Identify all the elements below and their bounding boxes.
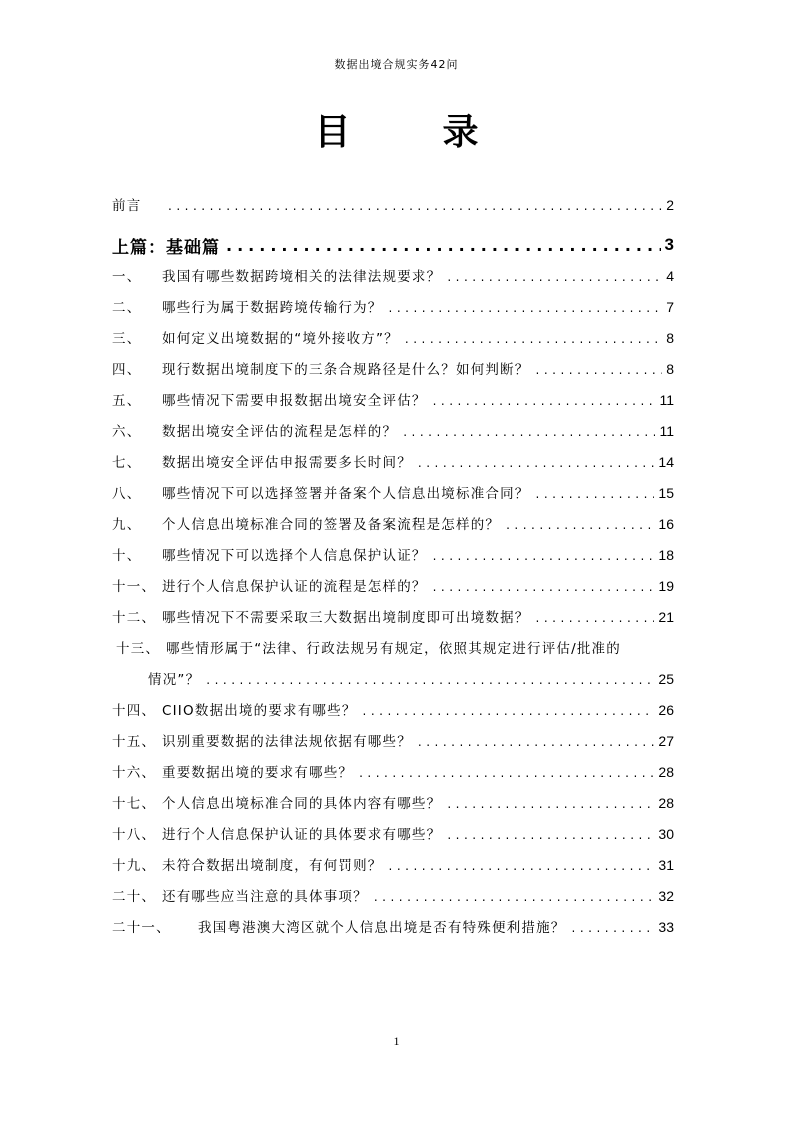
toc-entry-number: 九、 [112, 517, 142, 533]
toc-entry-number: 十、 [112, 548, 142, 564]
toc-page-number: 25 [658, 671, 674, 687]
toc-entry-preface[interactable] [112, 194, 674, 225]
toc-entry-text: 情况”？ [148, 672, 201, 688]
toc-title: 目 录 [314, 112, 507, 153]
toc-entry[interactable] [112, 885, 674, 916]
dot-leader [418, 456, 655, 470]
toc-page-number: 2 [666, 197, 674, 213]
dot-leader [572, 921, 655, 935]
toc-page-number: 11 [659, 392, 674, 408]
toc-entry-text: 个人信息出境标准合同的具体内容有哪些？ [162, 796, 442, 812]
toc-entry[interactable] [112, 823, 674, 854]
toc-page-number: 14 [658, 454, 674, 470]
dot-leader [506, 518, 654, 532]
toc-entry[interactable] [112, 296, 674, 327]
toc-entry-text: 数据出境安全评估的流程是怎样的？ [162, 424, 398, 440]
dot-leader [226, 236, 661, 255]
dot-leader [206, 673, 654, 687]
toc-entry-label: 前言 [112, 198, 142, 214]
toc-page-number: 8 [666, 330, 674, 346]
toc-entry-text: 哪些情形属于“法律、行政法规另有规定，依照其规定进行评估/批准的 [166, 641, 621, 657]
dot-leader [433, 580, 655, 594]
toc-section-label: 上篇：基础篇 [112, 237, 220, 258]
toc-entry-number: 十七、 [112, 796, 157, 812]
toc-entry-number: 十五、 [112, 734, 157, 750]
toc-entry-number: 五、 [112, 393, 142, 409]
dot-leader [374, 890, 655, 904]
toc-entry[interactable] [112, 854, 674, 885]
toc-page-number: 15 [658, 485, 674, 501]
toc-entry-text: 我国粤港澳大湾区就个人信息出境是否有特殊便利措施？ [198, 920, 566, 936]
toc-page-number: 21 [658, 609, 674, 625]
toc-entry[interactable] [112, 761, 674, 792]
dot-leader [389, 301, 663, 315]
toc-entry-text: 识别重要数据的法律法规依据有哪些？ [162, 734, 412, 750]
table-of-contents [112, 194, 674, 947]
toc-entry-text: 个人信息出境标准合同的签署及备案流程是怎样的？ [162, 517, 501, 533]
toc-entry-number: 十九、 [112, 858, 157, 874]
toc-entry-number: 十一、 [112, 579, 157, 595]
dot-leader [359, 766, 654, 780]
toc-entry-text: 未符合数据出境制度，有何罚则？ [162, 858, 383, 874]
toc-entry-text: 重要数据出境的要求有哪些？ [162, 765, 354, 781]
dot-leader [403, 425, 655, 439]
toc-entry[interactable] [112, 730, 674, 761]
toc-entry-number: 二十一、 [112, 920, 171, 936]
toc-entry-text: 哪些情况下可以选择个人信息保护认证？ [162, 548, 427, 564]
toc-entry-text: 哪些情况下可以选择签署并备案个人信息出境标准合同？ [162, 486, 530, 502]
toc-entry[interactable] [112, 513, 674, 544]
toc-entry[interactable] [112, 358, 674, 389]
toc-entry[interactable] [112, 792, 674, 823]
dot-leader [536, 487, 655, 501]
toc-entry[interactable] [112, 916, 674, 947]
toc-entry-number: 十四、 [112, 703, 157, 719]
toc-entry-multiline[interactable] [112, 637, 674, 668]
toc-entry-number: 七、 [112, 455, 142, 471]
toc-entry-number: 四、 [112, 362, 142, 378]
toc-entry-text: 进行个人信息保护认证的具体要求有哪些？ [162, 827, 442, 843]
running-header: 数据出境合规实务42问 [334, 58, 459, 71]
toc-page-number: 19 [658, 578, 674, 594]
toc-entry[interactable] [112, 265, 674, 296]
toc-page-number: 18 [658, 547, 674, 563]
page-number: 1 [393, 1034, 400, 1048]
toc-entry-number: 二十、 [112, 889, 157, 905]
toc-page-number: 16 [658, 516, 674, 532]
toc-entry-number: 十三、 [116, 641, 161, 657]
toc-entry[interactable] [112, 482, 674, 513]
toc-page-number: 11 [659, 423, 674, 439]
dot-leader [389, 859, 655, 873]
toc-entry-number: 十二、 [112, 610, 157, 626]
toc-entry-text: 数据出境安全评估申报需要多长时间？ [162, 455, 412, 471]
toc-entry-text: 哪些情况下需要申报数据出境安全评估？ [162, 393, 427, 409]
dot-leader [418, 735, 655, 749]
toc-entry[interactable] [112, 389, 674, 420]
toc-entry-continuation[interactable] [112, 668, 674, 699]
dot-leader [405, 332, 662, 346]
toc-page-number: 31 [658, 857, 674, 873]
dot-leader [536, 611, 655, 625]
dot-leader [447, 828, 654, 842]
toc-page-number: 4 [666, 268, 674, 284]
toc-page-number: 8 [666, 361, 674, 377]
toc-page-number: 3 [664, 235, 674, 254]
toc-page-number: 32 [658, 888, 674, 904]
toc-entry-text: 还有哪些应当注意的具体事项？ [162, 889, 368, 905]
toc-entry-text: 哪些行为属于数据跨境传输行为？ [162, 300, 383, 316]
toc-entry-text: 我国有哪些数据跨境相关的法律法规要求？ [162, 269, 442, 285]
toc-entry-text: CIIO数据出境的要求有哪些？ [162, 703, 357, 719]
toc-page-number: 28 [658, 764, 674, 780]
toc-entry-part1[interactable] [112, 225, 674, 265]
toc-entry[interactable] [112, 420, 674, 451]
toc-page-number: 7 [666, 299, 674, 315]
toc-entry[interactable] [112, 451, 674, 482]
toc-entry-number: 三、 [112, 331, 142, 347]
toc-entry-number: 十六、 [112, 765, 157, 781]
toc-page-number: 30 [658, 826, 674, 842]
toc-entry-number: 八、 [112, 486, 142, 502]
toc-entry-text: 哪些情况下不需要采取三大数据出境制度即可出境数据？ [162, 610, 530, 626]
toc-entry-number: 二、 [112, 300, 142, 316]
toc-entry[interactable] [112, 327, 674, 358]
toc-entry-text: 进行个人信息保护认证的流程是怎样的？ [162, 579, 427, 595]
toc-page-number: 33 [658, 919, 674, 935]
dot-leader [168, 199, 662, 213]
dot-leader [433, 549, 655, 563]
toc-entry[interactable] [112, 699, 674, 730]
toc-page-number: 27 [658, 733, 674, 749]
toc-entry-text: 现行数据出境制度下的三条合规路径是什么？如何判断？ [162, 362, 530, 378]
toc-entry-number: 六、 [112, 424, 142, 440]
toc-entry-text: 如何定义出境数据的“境外接收方”？ [162, 331, 399, 347]
dot-leader [447, 270, 662, 284]
toc-entry[interactable] [112, 575, 674, 606]
toc-page-number: 26 [658, 702, 674, 718]
toc-entry[interactable] [112, 606, 674, 637]
toc-entry-number: 十八、 [112, 827, 157, 843]
dot-leader [447, 797, 654, 811]
toc-entry-number: 一、 [112, 269, 142, 285]
toc-page-number: 28 [658, 795, 674, 811]
toc-entry[interactable] [112, 544, 674, 575]
dot-leader [363, 704, 655, 718]
dot-leader [433, 394, 656, 408]
dot-leader [536, 363, 663, 377]
